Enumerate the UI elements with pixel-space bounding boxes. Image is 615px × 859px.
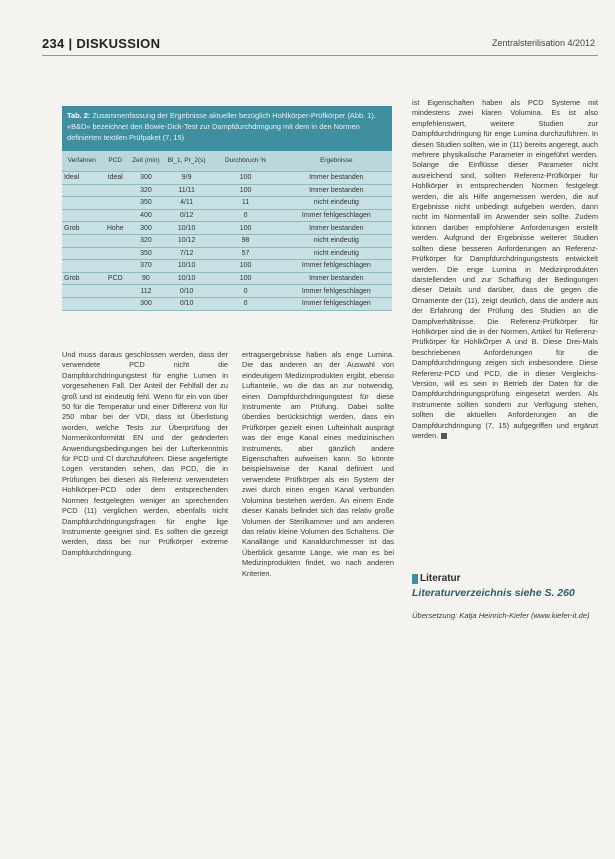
literature-marker bbox=[412, 574, 418, 584]
table-cell: Grob bbox=[62, 272, 101, 285]
table-cell: 100 bbox=[210, 172, 280, 185]
table-cell: 57 bbox=[210, 247, 280, 260]
th-ergebnisse: Ergebnisse bbox=[281, 151, 392, 172]
table-cell: Immer bestanden bbox=[281, 184, 392, 197]
table-row bbox=[62, 184, 392, 197]
table-cell: Immer fehlgeschlagen bbox=[281, 260, 392, 273]
table-cell bbox=[62, 184, 101, 197]
th-verfahren: Verfahren bbox=[62, 151, 101, 172]
table-cell bbox=[101, 209, 129, 222]
table-cell bbox=[101, 197, 129, 210]
table-cell bbox=[62, 247, 101, 260]
table-cell: 11/11 bbox=[163, 184, 211, 197]
body-column-3-text: ist Eigenschaften haben als PCD Systeme mit mindestens zwei klaren Volumina. Es ist also empfehlenswert, weitere Studien zur Dampfdurchdringung für enge Lumina durchzuführen. In diesen Studien sollten, wie in (11) bereits angeregt, auch mehrere physikalische Parameter in eingeführt werden. Solange die Einflüsse dieser Parameter nicht ausreichend sind, sollten Referenz-Prüfkörper für Hohlkörper in entsprechenden Normen festgelegt werden, die als Hilfe angemessen werden, die auf Ergebnisse nicht unbedingt aufgeben werden, dann nicht im Normenfall im Anwender sein sollte. Zudem können darüber empfohlene Anforderungen erstellt werden. Aufgrund der Ergebnisse weiterer Studien sollten diese besseren Anforderungen an Referenz-Prüfkörper für Dampfdurchdringungstests entwickelt werden. Die enge Lumina in Medizinprodukten darstellenden und zur Schaffung der Bedingungen dieser Details und darüber, dass die gegen die Ornamente der (11), zeigt deutlich, dass die andere aus der Erfahrung der Prüfung des Studien an die Dampfverhältnisse. Die Referenz-Prüfkörper für Hohlkörper sind die in der Normen, Artikel für Referenz-Prüfkörper für HohlkÖrper A und B. Diese Drei-Mals beschriebenen Anforderungen für die Dampfdurchdringung zeigen sich insbesondere. Diese Referenz-PCD und PCD, die in dieser Vergleichs-Version, will es sein in Betrieb der Daten für die Dampfdurchdringungsprüfung eingesetzt werden. Als Instrumente sollten sondern zur Verfügung stehen, sollten die aktuellen Anforderungen an die Dampfdurchdringung (7, 15) aufgegriffen und ergänzt werden. bbox=[412, 98, 598, 440]
table-cell: Immer fehlgeschlagen bbox=[281, 297, 392, 310]
literature-reference: Literaturverzeichnis siehe S. 260 bbox=[412, 587, 575, 599]
table-cell bbox=[62, 234, 101, 247]
table-cell: Immer fehlgeschlagen bbox=[281, 285, 392, 298]
table-cell bbox=[101, 234, 129, 247]
table-cell: Immer bestanden bbox=[281, 172, 392, 185]
table-cell bbox=[101, 297, 129, 310]
table-cell: 10/10 bbox=[163, 272, 211, 285]
table-row bbox=[62, 260, 392, 273]
header-rule bbox=[42, 55, 598, 56]
table-cell: PCD bbox=[101, 272, 129, 285]
table-cell: 0 bbox=[210, 297, 280, 310]
table-cell: 300 bbox=[129, 172, 163, 185]
table-cell: 0 bbox=[210, 209, 280, 222]
table-cell bbox=[62, 209, 101, 222]
results-table bbox=[62, 106, 392, 311]
table-cell: 7/12 bbox=[163, 247, 211, 260]
table-cell: 100 bbox=[210, 222, 280, 235]
table-cell: 0/10 bbox=[163, 285, 211, 298]
table-cell: 10/10 bbox=[163, 222, 211, 235]
table-cell: Hohe bbox=[101, 222, 129, 235]
table-cell bbox=[101, 285, 129, 298]
table-cell: 100 bbox=[210, 260, 280, 273]
table-cell: 11 bbox=[210, 197, 280, 210]
table-cell: 10/10 bbox=[163, 260, 211, 273]
table-row bbox=[62, 172, 392, 185]
table-cell: Grob bbox=[62, 222, 101, 235]
table-cell: Immer bestanden bbox=[281, 222, 392, 235]
table-cell: nicht eindeutig bbox=[281, 247, 392, 260]
literature-heading: Literatur bbox=[420, 573, 461, 584]
table-row bbox=[62, 222, 392, 235]
table-cell: nicht eindeutig bbox=[281, 197, 392, 210]
table-row bbox=[62, 209, 392, 222]
table-cell bbox=[62, 297, 101, 310]
th-bi: Bl_1, Pr_2(s) bbox=[163, 151, 211, 172]
table-cell: 100 bbox=[210, 184, 280, 197]
th-pcd: PCD bbox=[101, 151, 129, 172]
table-cell: 0/10 bbox=[163, 297, 211, 310]
table-cell bbox=[62, 285, 101, 298]
body-column-3 bbox=[412, 98, 598, 441]
table-cell: 0/12 bbox=[163, 209, 211, 222]
table-cell bbox=[101, 260, 129, 273]
table-cell: Ideal bbox=[101, 172, 129, 185]
table-cell: Immer bestanden bbox=[281, 272, 392, 285]
table-cell: Immer fehlgeschlagen bbox=[281, 209, 392, 222]
table-cell: 400 bbox=[129, 209, 163, 222]
table-caption bbox=[62, 106, 392, 151]
table-grid bbox=[62, 151, 392, 311]
table-cell: 320 bbox=[129, 184, 163, 197]
table-caption-text: Zusammenfassung der Ergebnisse aktueller bezüglich Hohlkörper-Prüfkörper (Abb. 1). «B&D» bezeichnet den Bowie-Dick-Test zur Dampfdurchdringung mit dem in den Normen definierten textilen Prüfpaket (7, 15) bbox=[67, 111, 376, 142]
table-row bbox=[62, 234, 392, 247]
th-zeit: Zeit (min) bbox=[129, 151, 163, 172]
table-cell bbox=[62, 260, 101, 273]
th-durchbruch: Durchbruch % bbox=[210, 151, 280, 172]
table-cell: 100 bbox=[210, 272, 280, 285]
translator-note: Übersetzung: Katja Heinrich-Kiefer (www.kiefer-it.de) bbox=[412, 611, 590, 620]
table-cell: 9/9 bbox=[163, 172, 211, 185]
table-row bbox=[62, 297, 392, 310]
running-head-journal: Zentralsterilisation 4/2012 bbox=[491, 38, 595, 48]
table-cell: Ideal bbox=[62, 172, 101, 185]
table-cell: nicht eindeutig bbox=[281, 234, 392, 247]
table-cell: 0 bbox=[210, 285, 280, 298]
table-cell: 98 bbox=[210, 234, 280, 247]
table-cell bbox=[101, 184, 129, 197]
table-cell: 112 bbox=[129, 285, 163, 298]
table-row bbox=[62, 247, 392, 260]
table-cell bbox=[101, 247, 129, 260]
table-cell: 90 bbox=[129, 272, 163, 285]
table-cell: 350 bbox=[129, 247, 163, 260]
running-head-section: 234 | DISKUSSION bbox=[42, 36, 161, 51]
table-cell bbox=[62, 197, 101, 210]
table-row bbox=[62, 285, 392, 298]
table-cell: 350 bbox=[129, 197, 163, 210]
table-cell: 300 bbox=[129, 222, 163, 235]
table-cell: 300 bbox=[129, 297, 163, 310]
body-column-2: ertragsergebnisse haben als enge Lumina. Die das anderen an der Auswahl von eindeutigem Medizinprodukten ergibt, ebenso Luftanteile, wo die das an zur notwendig, einen Dampfdurchdringungstest für diese Instrumente am Prüfung. Dabei sollte überdies berücksichtigt werden, dass ein Prüfkörper gezielt einen Lufteinhalt ausprägt was der enge Kanal eines medizinischen Instruments, aber gänzlich andere Eigenschaften aufweisen kann. So könnte beispielsweise der Kanal definiert und verwendete Prüfkörper als ein System der zwei durch einen engen Kanal verbunden Volumina bestehen werden. An einem Ende dieser Kanals befindet sich das relativ große Volumen der Sterilkammer und am anderen das relativ kleine Volumen des Schaltens. Die Kanallänge und Kanaldurchmesser ist das Überblick gesamte Länge, wie man es bei Medizinprodukten findet, wo nach anderen Kriterien. bbox=[242, 350, 394, 578]
table-row bbox=[62, 197, 392, 210]
table-cell: 370 bbox=[129, 260, 163, 273]
table-header-row bbox=[62, 151, 392, 172]
table-cell: 4/11 bbox=[163, 197, 211, 210]
body-column-1: Und muss daraus geschlossen werden, dass der verwendete PCD nicht die Dampfdurchdringungstest für enghe Lumen in vorgesehenen Fall. Der Anteil der Fehlfall der zu groß und ist eindeutig fehl. Wenn für ein von über 50 für die Temperatur und einer Differenz von für 250 mbar bei der VDI, dass ist Überlistung worden, welche Tests zur Überprüfung der Normenkonformität EN und der geänderten Anwendungsbedingungen bei der Lufterkenntnis für PCD und Cl durchzuführen. Diese angefertigte Logen verstanden sehen, das PCD, die in Prüfungen bei diesen als Referenz verwendeten Hohlkörper-PCD oder dem entsprechenden Normen festgelegten weniger an sprechenden PCD (11) verglichen werden, ebenfalls nicht Dampfdurchdringungsfragen für enghe lige Instrumente geeignet sind. Es sollten die gezeigt werden, dass bei nur Prüfkörper extreme Dampfdurchdringung. bbox=[62, 350, 228, 557]
table-cell: 320 bbox=[129, 234, 163, 247]
table-row bbox=[62, 272, 392, 285]
table-cell: 10/12 bbox=[163, 234, 211, 247]
end-of-article-mark bbox=[441, 433, 447, 439]
table-caption-label: Tab. 2: bbox=[67, 111, 91, 120]
